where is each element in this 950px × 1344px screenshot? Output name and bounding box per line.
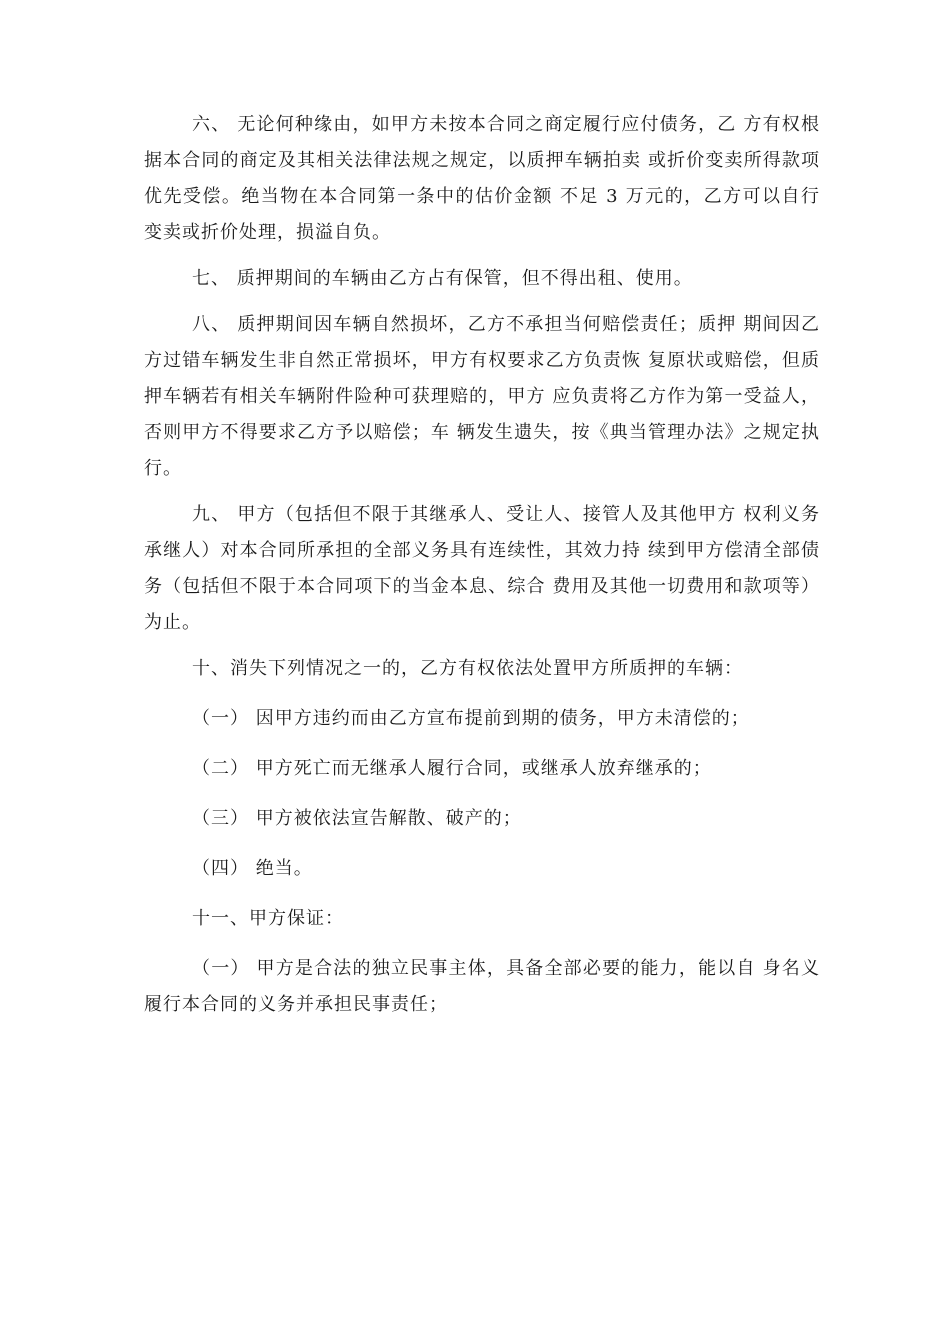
clause-10-item-2: （二） 甲方死亡而无继承人履行合同，或继承人放弃继承的； xyxy=(192,758,712,779)
clause-6: 六、 无论何种缘由，如甲方未按本合同之商定履行应付债务，乙 方有权根据本合同的商定及其相关法律法规之规定，以质押车辆拍卖 或折价变卖所得款项优先受偿。绝当物在本合同第一条中的估价金额 不足 3 万元的，乙方可以自行变卖或折价处理，损溢自负。 xyxy=(144,114,820,243)
clause-7: 七、 质押期间的车辆由乙方占有保管，但不得出租、使用。 xyxy=(192,268,693,289)
clause-10-item-1: （一） 因甲方违约而由乙方宣布提前到期的债务，甲方未清偿的； xyxy=(192,708,750,729)
clause-10-item-3: （三） 甲方被依法宣告解散、破产的； xyxy=(192,808,522,829)
clause-11-item-1: （一） 甲方是合法的独立民事主体，具备全部必要的能力，能以自 身名义履行本合同的义务并承担民事责任； xyxy=(144,958,820,1015)
clause-10-item-4: （四） 绝当。 xyxy=(192,858,313,879)
clause-8: 八、 质押期间因车辆自然损坏，乙方不承担当何赔偿责任；质押 期间因乙方过错车辆发生非自然正常损坏，甲方有权要求乙方负责恢 复原状或赔偿，但质押车辆若有相关车辆附件险种可获理赔的，甲方 应负责将乙方作为第一受益人，否则甲方不得要求乙方予以赔偿；车 辆发生遗失，按《典当管理办法》之规定执行。 xyxy=(144,314,820,479)
clause-10: 十、消失下列情况之一的，乙方有权依法处置甲方所质押的车辆： xyxy=(192,658,743,679)
document-body xyxy=(144,107,820,1033)
clause-9: 九、 甲方（包括但不限于其继承人、受让人、接管人及其他甲方 权利义务承继人）对本合同所承担的全部义务具有连续性，其效力持 续到甲方偿清全部债务（包括但不限于本合同项下的当金本息、综合 费用及其他一切费用和款项等）为止。 xyxy=(144,504,820,633)
clause-11: 十一、甲方保证： xyxy=(192,908,344,929)
